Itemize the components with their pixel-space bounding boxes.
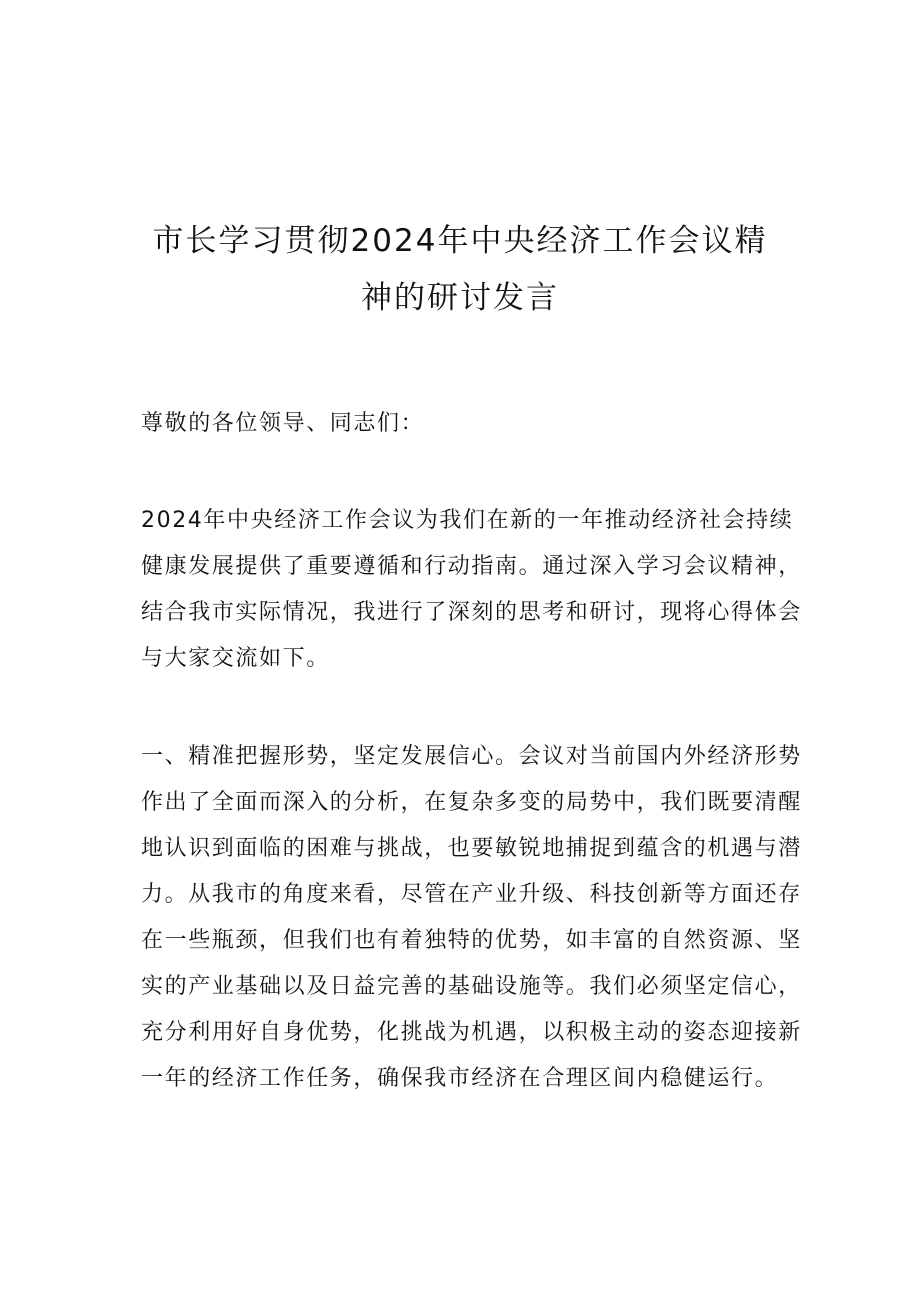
paragraph-line: 健康发展提供了重要遵循和行动指南。通过深入学习会议精神， bbox=[141, 554, 802, 579]
paragraph-line: 在一些瓶颈，但我们也有着独特的优势，如丰富的自然资源、坚 bbox=[141, 928, 802, 953]
paragraph-line: 地认识到面临的困难与挑战，也要敏锐地捕捉到蕴含的机遇与潜 bbox=[141, 836, 802, 861]
paragraph-line: 与大家交流如下。 bbox=[141, 646, 330, 671]
document-title-line-2: 神的研讨发言 bbox=[361, 280, 559, 316]
paragraph-line: 实的产业基础以及日益完善的基础设施等。我们必须坚定信心， bbox=[141, 974, 802, 999]
paragraph-line: 结合我市实际情况，我进行了深刻的思考和研讨，现将心得体会 bbox=[141, 600, 802, 625]
paragraph-line: 力。从我市的角度来看，尽管在产业升级、科技创新等方面还存 bbox=[141, 882, 802, 907]
document-title-line-1: 市长学习贯彻2024年中央经济工作会议精 bbox=[152, 223, 768, 259]
paragraph-line: 作出了全面而深入的分析，在复杂多变的局势中，我们既要清醒 bbox=[141, 790, 802, 815]
paragraph-line: 一、精准把握形势，坚定发展信心。会议对当前国内外经济形势 bbox=[141, 744, 802, 769]
paragraph-line: 一年的经济工作任务，确保我市经济在合理区间内稳健运行。 bbox=[141, 1066, 779, 1091]
greeting: 尊敬的各位领导、同志们： bbox=[141, 411, 425, 436]
paragraph-line: 2024年中央经济工作会议为我们在新的一年推动经济社会持续 bbox=[141, 508, 794, 533]
paragraph-line: 充分利用好自身优势，化挑战为机遇，以积极主动的姿态迎接新 bbox=[141, 1020, 802, 1045]
